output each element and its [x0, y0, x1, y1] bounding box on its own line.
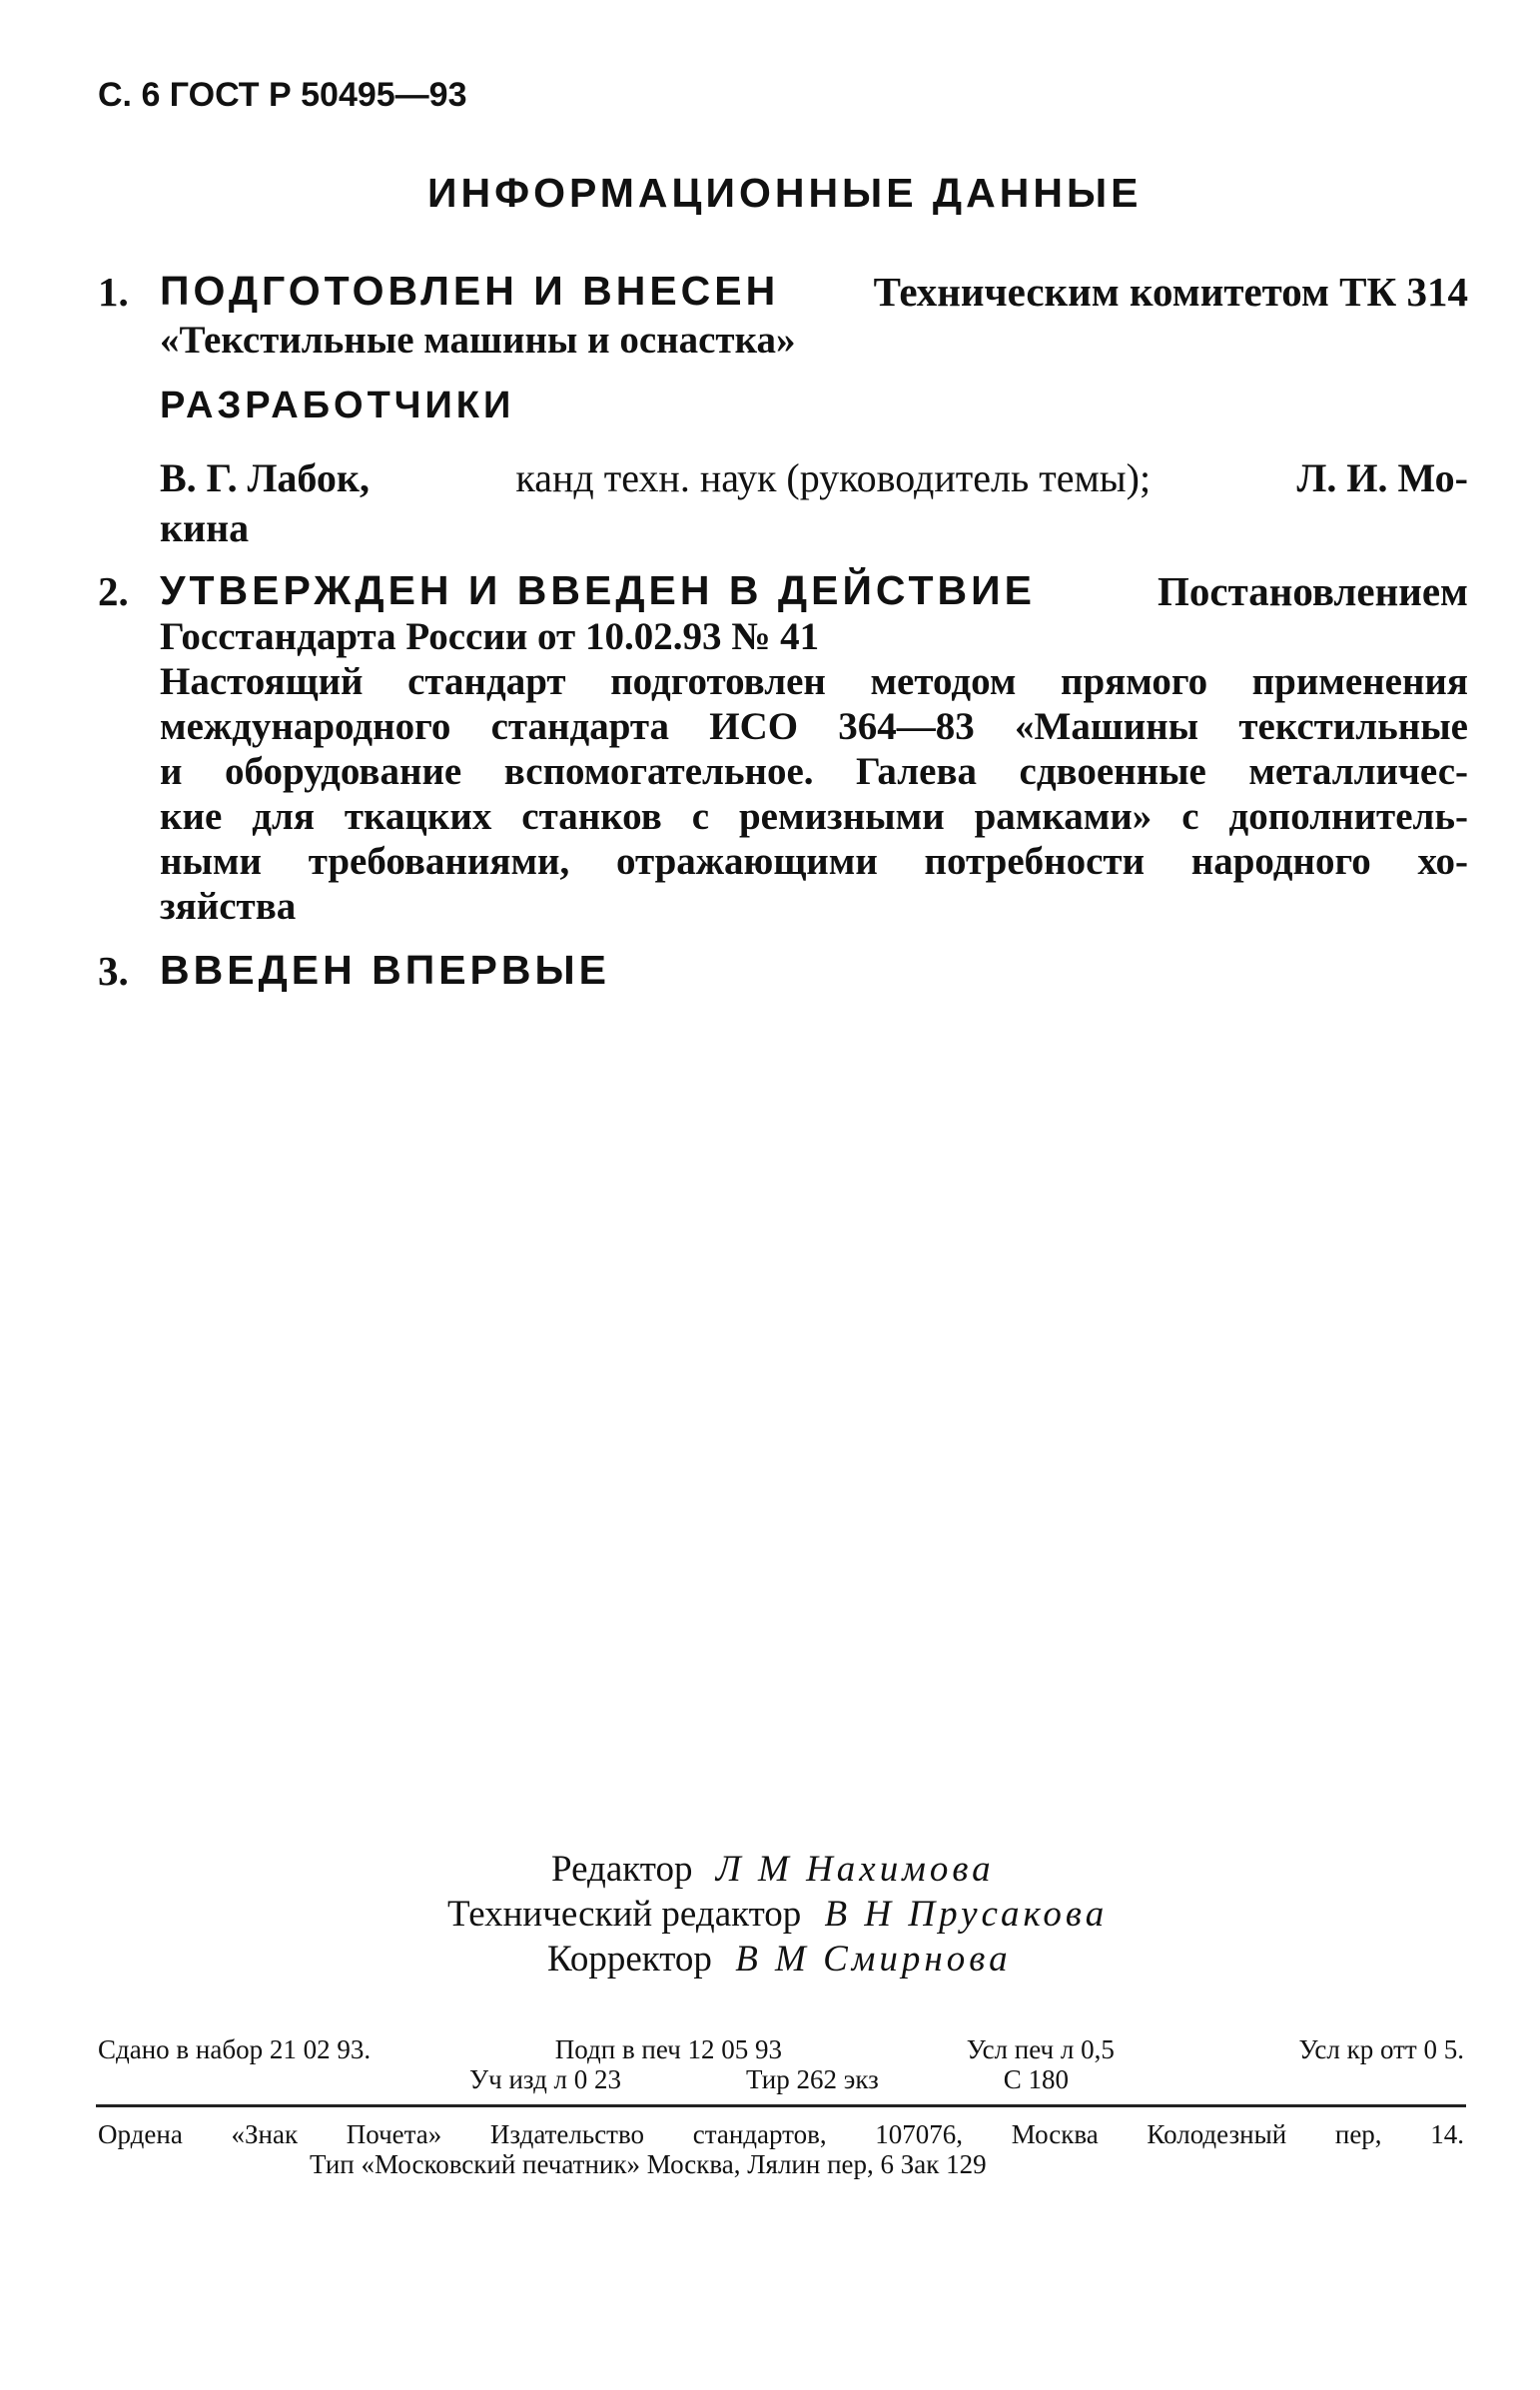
- imprint-edit-sheets: Уч изд л 0 23: [469, 2064, 622, 2094]
- item-3-heading: ВВЕДЕН ВПЕРВЫЕ: [160, 947, 610, 993]
- editor-name: Л М Нахимова: [715, 1849, 995, 1890]
- editor-line: [551, 1848, 995, 1891]
- editor-label: Редактор: [551, 1849, 693, 1890]
- item-2-line-1: [160, 567, 1468, 615]
- item-2-paragraph-line: ными требованиями, отражающими потребности народного хо-: [160, 840, 1468, 883]
- imprint-footer-line-2: Тип «Московский печатник» Москва, Лялин пер, 6 Зак 129: [310, 2149, 987, 2179]
- tech-editor-label: Технический редактор: [447, 1894, 802, 1935]
- imprint-footer-line-1: Ордена «Знак Почета» Издательство стандартов, 107076, Москва Колодезный пер, 14.: [98, 2119, 1464, 2149]
- item-2-line-2: Госстандарта России от 10.02.93 № 41: [160, 615, 820, 658]
- imprint-circulation: Тир 262 экз: [745, 2064, 879, 2094]
- item-1-line-2: «Текстильные машины и оснастка»: [160, 319, 796, 362]
- developers-label: РАЗРАБОТЧИКИ: [160, 385, 515, 426]
- imprint-color-sheets: Усл кр отт 0 5.: [1298, 2034, 1464, 2064]
- item-number: 1.: [98, 269, 129, 315]
- tech-editor-line: [447, 1893, 1108, 1936]
- item-1-text: Техническим комитетом ТК 314: [873, 269, 1468, 315]
- page-title: ИНФОРМАЦИОННЫЕ ДАННЫЕ: [427, 170, 1143, 216]
- imprint-print-date: Подп в печ 12 05 93: [554, 2034, 783, 2064]
- imprint-row-2: [469, 2064, 1069, 2095]
- item-1-line-1: [160, 268, 1468, 316]
- item-2-paragraph-line: и оборудование вспомогательное. Галева сдвоенные металличес-: [160, 750, 1468, 793]
- item-2-paragraph-line: международного стандарта ИСО 364—83 «Машины текстильные: [160, 705, 1468, 748]
- item-number: 2.: [98, 568, 129, 614]
- tech-editor-name: В Н Прусакова: [824, 1894, 1109, 1935]
- item-2-text: Постановлением: [1156, 568, 1468, 614]
- item-2-paragraph-line: кие для ткацких станков с ремизными рамками» с дополнитель-: [160, 795, 1468, 838]
- item-2-paragraph-line: зяйства: [160, 885, 297, 928]
- page-reference: С. 6 ГОСТ Р 50495—93: [98, 76, 467, 114]
- item-2-heading: УТВЕРЖДЕН И ВВЕДЕН В ДЕЙСТВИЕ: [160, 567, 1036, 613]
- developer-name-2: Л. И. Мо-: [1296, 455, 1468, 500]
- developers-line-1: [160, 454, 1468, 501]
- developers-line-2: кина: [160, 505, 250, 550]
- imprint-print-sheets: Усл печ л 0,5: [966, 2034, 1115, 2064]
- developer-name-1: В. Г. Лабок,: [160, 455, 370, 500]
- item-number: 3.: [98, 948, 129, 994]
- item-2-paragraph-line: Настоящий стандарт подготовлен методом прямого применения: [160, 660, 1468, 703]
- developer-text: канд техн. наук (руководитель темы);: [515, 455, 1152, 500]
- imprint-divider: [96, 2104, 1466, 2107]
- corrector-name: В М Смирнова: [735, 1939, 1012, 1980]
- imprint-row-1: [98, 2034, 1464, 2065]
- imprint-typeset-date: Сдано в набор 21 02 93.: [98, 2034, 372, 2064]
- item-1-heading: ПОДГОТОВЛЕН И ВНЕСЕН: [160, 268, 780, 314]
- corrector-line: [547, 1938, 1012, 1981]
- corrector-label: Корректор: [547, 1939, 712, 1980]
- imprint-price: С 180: [1003, 2064, 1069, 2094]
